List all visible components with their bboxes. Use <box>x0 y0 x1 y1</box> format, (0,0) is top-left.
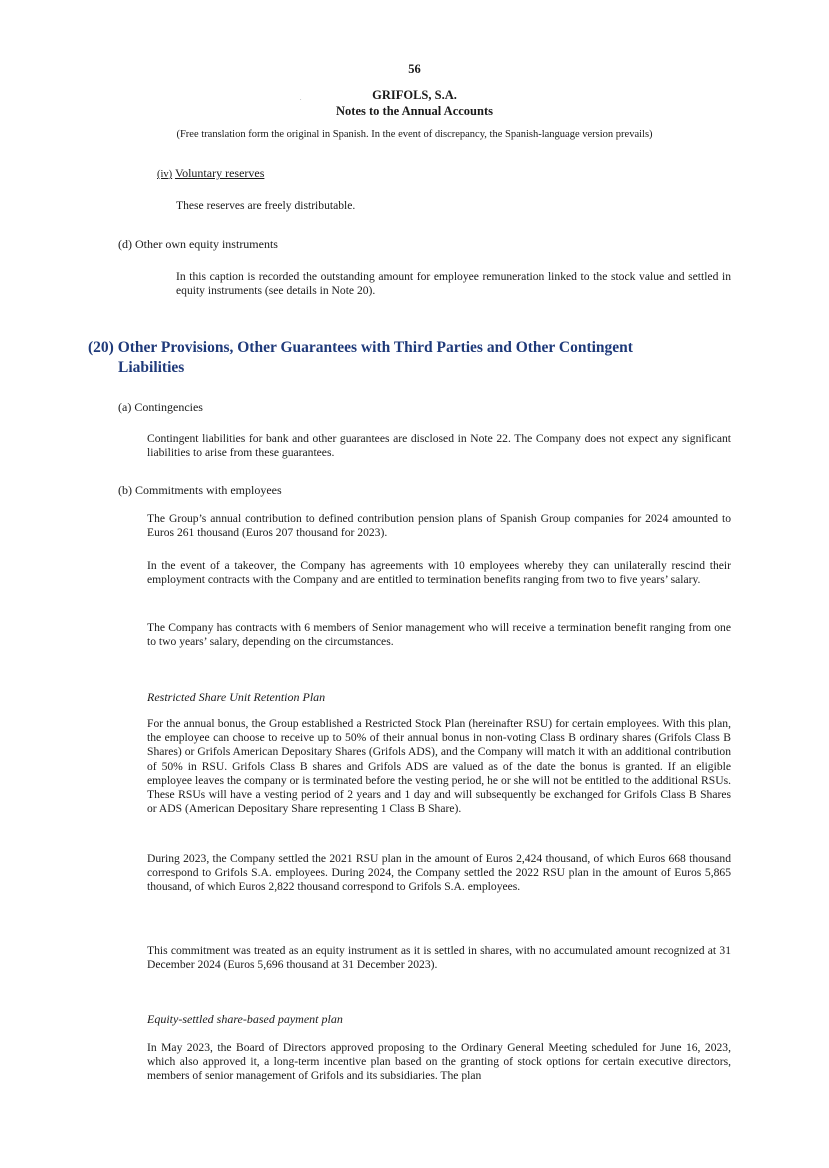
subsection-numeral: (iv) <box>157 169 173 180</box>
decorative-dot: . <box>300 96 302 102</box>
voluntary-reserves-heading <box>157 166 264 181</box>
page-number: 56 <box>408 62 421 76</box>
commitments-paragraph-3: The Company has contracts with 6 members of Senior management who will receive a termination benefit ranging from one to two years’ salary, depending on the circumstances. <box>147 621 731 649</box>
subsection-title: Voluntary reserves <box>174 166 265 180</box>
document-subtitle: Notes to the Annual Accounts <box>336 104 493 118</box>
rsu-heading: Restricted Share Unit Retention Plan <box>147 690 326 704</box>
section-title-line1: (20) Other Provisions, Other Guarantees with Third Parties and Other Contingent <box>88 339 633 356</box>
translation-disclaimer: (Free translation form the original in Spanish. In the event of discrepancy, the Spanish-language version prevails) <box>176 129 653 140</box>
equity-plan-heading: Equity-settled share-based payment plan <box>147 1012 343 1026</box>
commitments-paragraph-1: The Group’s annual contribution to defined contribution pension plans of Spanish Group companies for 2024 amounted to Euros 261 thousand (Euros 207 thousand for 2023). <box>147 512 731 540</box>
company-name: GRIFOLS, S.A. <box>372 88 457 102</box>
commitments-label: (b) Commitments with employees <box>118 483 282 497</box>
own-equity-text: In this caption is recorded the outstanding amount for employee remuneration linked to the stock value and settled in equity instruments (see details in Note 20). <box>176 270 731 298</box>
section-title-line2: Liabilities <box>118 359 185 376</box>
commitments-paragraph-2: In the event of a takeover, the Company has agreements with 10 employees whereby they can unilaterally rescind their employment contracts with the Company and are entitled to termination benefits ranging from two to five years’ salary. <box>147 559 731 587</box>
rsu-paragraph-1: For the annual bonus, the Group established a Restricted Stock Plan (hereinafter RSU) for certain employees. With this plan, the employee can choose to receive up to 50% of their annual bonus in non-voting Class B ordinary shares (Grifols Class B Shares) or Grifols American Depositary Shares (Grifols ADS), and the Company will match it with an additional contribution of 50% in RSU. Grifols Class B shares and Grifols ADS are valued as of the date the bonus is granted. If an eligible employee leaves the company or is terminated before the vesting period, he or she will not be entitled to the additional RSUs. These RSUs will have a vesting period of 2 years and 1 day and will subsequently be exchanged for Grifols Class B Shares or ADS (American Depositary Share representing 1 Class B Share). <box>147 717 731 816</box>
rsu-paragraph-3: This commitment was treated as an equity instrument as it is settled in shares, with no accumulated amount recognized at 31 December 2024 (Euros 5,696 thousand at 31 December 2023). <box>147 944 731 972</box>
equity-plan-paragraph-1: In May 2023, the Board of Directors approved proposing to the Ordinary General Meeting scheduled for June 16, 2023, which also approved it, a long-term incentive plan based on the granting of stock options for certain executive directors, members of senior management of Grifols and its subsidiaries. The plan <box>147 1041 731 1083</box>
contingencies-label: (a) Contingencies <box>118 400 203 414</box>
section-20-title <box>88 338 728 378</box>
contingencies-text: Contingent liabilities for bank and other guarantees are disclosed in Note 22. The Company does not expect any significant liabilities to arise from these guarantees. <box>147 432 731 460</box>
rsu-paragraph-2: During 2023, the Company settled the 2021 RSU plan in the amount of Euros 2,424 thousand, of which Euros 668 thousand correspond to Grifols S.A. employees. During 2024, the Company settled the 2022 RSU plan in the amount of Euros 5,865 thousand, of which Euros 2,822 thousand correspond to Grifols S.A. employees. <box>147 852 731 894</box>
voluntary-reserves-text: These reserves are freely distributable. <box>176 199 356 212</box>
own-equity-label: (d) Other own equity instruments <box>118 237 278 251</box>
